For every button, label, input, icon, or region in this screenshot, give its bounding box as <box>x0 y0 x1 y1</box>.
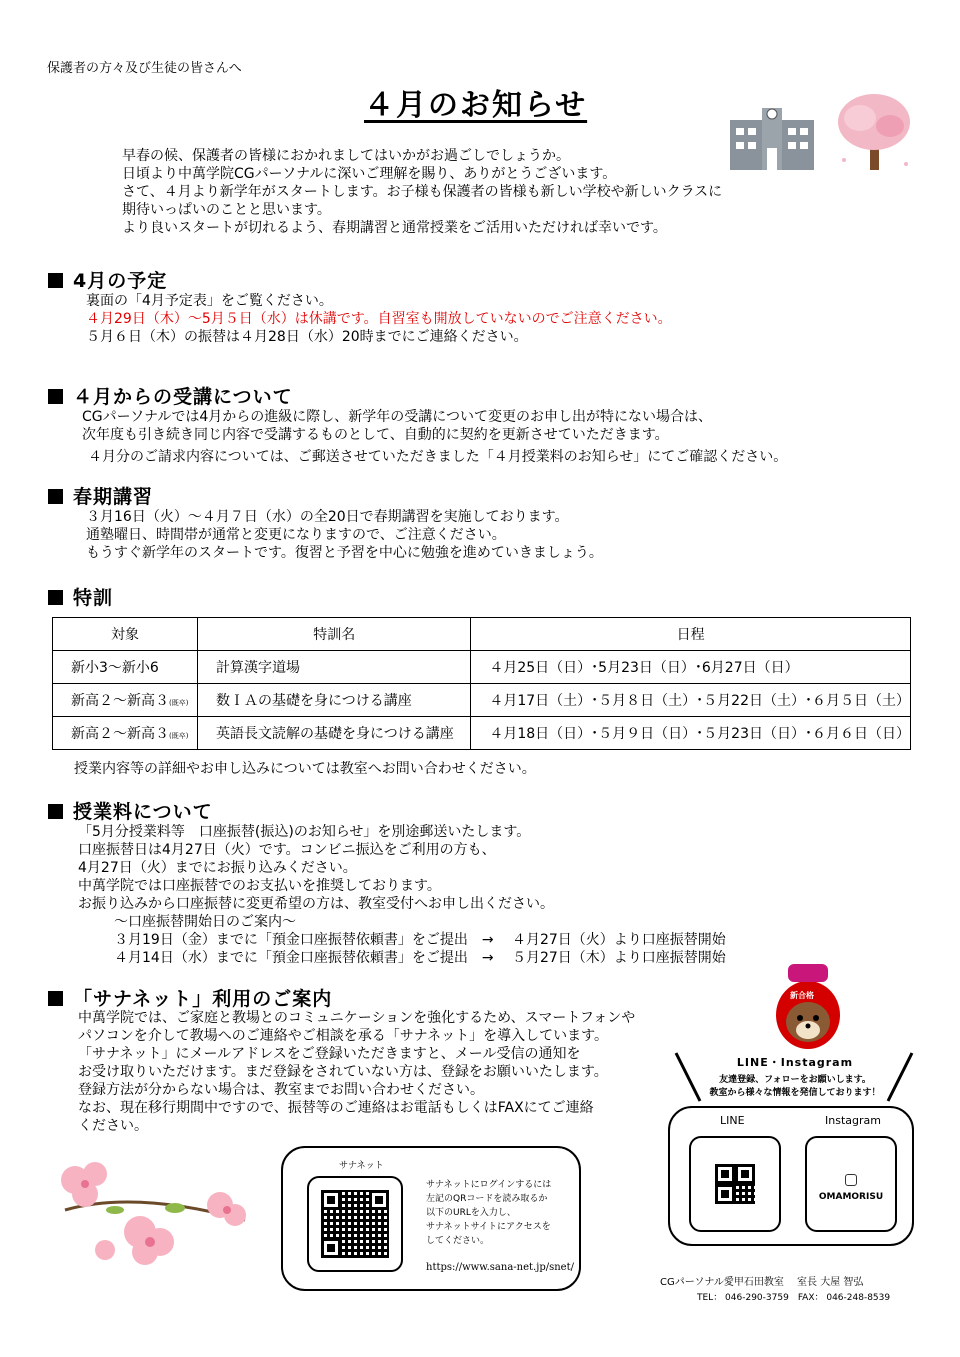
schedule-line: 裏面の「4月予定表」をご覧ください。 <box>86 293 333 309</box>
column-header: 特訓名 <box>198 618 471 651</box>
sananet-line: お受け取りいただけます。まだ登録をされていない方は、登録をお願いいたします。 <box>78 1064 608 1080</box>
section-heading-sananet: 「サナネット」利用のご案内 <box>48 988 332 1010</box>
school-building-illustration <box>726 100 818 172</box>
intro-line: 早春の候、保護者の皆様におかれましてはいかがお過ごしでしょうか。 <box>122 148 570 164</box>
cherry-tree-illustration <box>830 90 920 175</box>
intro-text <box>122 147 722 237</box>
sns-title: LINE・Instagram <box>736 1056 854 1069</box>
section-heading-tokkun: 特訓 <box>48 587 113 609</box>
sananet-url-link[interactable]: https://www.sana-net.jp/snet/ <box>426 1262 574 1273</box>
tuition-text <box>78 823 726 967</box>
intro-line: 期待いっぱいのことと思います。 <box>122 202 331 218</box>
sananet-qr-code <box>321 1190 389 1258</box>
sananet-line: ください。 <box>78 1118 148 1134</box>
sananet-line: なお、現在移行期間中ですので、振替等のご連絡はお電話もしくはFAXにてご連絡 <box>78 1100 594 1116</box>
square-bullet-icon <box>48 590 63 605</box>
tuition-line: 中萬学院では口座振替でのお支払いを推奨しております。 <box>78 878 441 894</box>
square-bullet-icon <box>48 489 63 504</box>
instagram-frame[interactable] <box>805 1136 897 1232</box>
sananet-line: パソコンを介して教場へのご連絡やご相談を承る「サナネット」を導入しています。 <box>78 1028 609 1044</box>
course-name-cell: 計算漢字道場 <box>198 651 471 684</box>
target-cell: 新高２～新高３(既卒) <box>53 684 198 717</box>
sananet-box-text: サナネットにログインするには 左記のQRコードを読み取るか 以下のURLを入力し、 サナネットサイトにアクセスを してください。 <box>426 1180 552 1246</box>
mascot-badge: 新合格 <box>790 991 814 1000</box>
spring-line: もうすぐ新学年のスタートです。復習と予習を中心に勉強を進めていきましょう。 <box>86 545 603 561</box>
sns-caption <box>700 1054 890 1098</box>
enrollment-line: 次年度も引き続き同じ内容で受講するものとして、自動的に契約を更新させていただきます。 <box>82 427 669 443</box>
enrollment-text <box>82 408 787 466</box>
spring-line: ３月16日（火）～４月７日（水）の全20日で春期講習を実施しております。 <box>86 509 569 525</box>
intro-line: より良いスタートが切れるよう、春期講習と通常授業をご活用いただければ幸いです。 <box>122 220 667 236</box>
tuition-line: ４月14日（水）までに「預金口座振替依頼書」をご提出 → ５月27日（木）より口座振替開始 <box>114 950 726 966</box>
tuition-line: ３月19日（金）までに「預金口座振替依頼書」をご提出 → ４月27日（火）より口座振替開始 <box>114 932 726 948</box>
column-header: 日程 <box>471 618 911 651</box>
graduate-note: (既卒) <box>169 732 189 740</box>
tuition-line: お振り込みから口座振替に変更希望の方は、教室受付へお申し出ください。 <box>78 896 554 912</box>
instagram-handle: OMAMORISU <box>818 1192 884 1202</box>
sananet-line: 中萬学院では、ご家庭と教場とのコミュニケーションを強化するため、スマートフォンや <box>78 1010 636 1026</box>
line-qr-frame[interactable] <box>689 1136 781 1232</box>
tuition-line: 4月27日（火）までにお振り込みください。 <box>78 860 357 876</box>
sananet-text <box>78 1009 635 1135</box>
cherry-blossom-illustration <box>45 1150 260 1275</box>
section-heading-tuition: 授業料について <box>48 801 213 823</box>
footer-school: CGパーソナル愛甲石田教室 室長 大屋 智弘 <box>660 1277 864 1288</box>
square-bullet-icon <box>48 389 63 404</box>
section-heading-spring: 春期講習 <box>48 486 153 508</box>
square-bullet-icon <box>48 804 63 819</box>
spring-text <box>86 508 603 562</box>
dates-cell: ４月25日（日）･5月23日（日）･6月27日（日） <box>471 651 911 684</box>
dates-cell: ４月18日（日）･５月９日（日）･５月23日（日）･６月６日（日） <box>471 717 911 750</box>
section-heading-enrollment: ４月からの受講について <box>48 386 293 408</box>
sananet-qr-frame[interactable] <box>307 1176 403 1272</box>
target-cell: 新小3～新小6 <box>53 651 198 684</box>
mascot-illustration <box>772 960 844 1050</box>
line-qr-code <box>715 1164 755 1204</box>
instagram-label: Instagram <box>825 1114 881 1127</box>
tokkun-footnote: 授業内容等の詳細やお申し込みについては教室へお問い合わせください。 <box>74 761 536 777</box>
column-header: 対象 <box>53 618 198 651</box>
target-cell: 新高２～新高３(既卒) <box>53 717 198 750</box>
table-row <box>53 684 911 717</box>
page-title: ４月のお知らせ <box>364 88 588 123</box>
course-name-cell: 英語長文読解の基礎を身につける講座 <box>198 717 471 750</box>
tokkun-table <box>52 617 911 750</box>
enrollment-line: ４月分のご請求内容については、ご郵送させていただきました「４月授業料のお知らせ」にてご確認ください。 <box>88 449 788 465</box>
sananet-box-label: サナネット <box>339 1161 384 1171</box>
square-bullet-icon <box>48 273 63 288</box>
tuition-line: ～口座振替開始日のご案内～ <box>114 914 296 930</box>
sananet-line: 「サナネット」にメールアドレスをご登録いただきますと、メール受信の通知を <box>78 1046 581 1062</box>
spring-line: 通塾曜日、時間帯が通常と変更になりますので、ご注意ください。 <box>86 527 506 543</box>
schedule-text <box>86 292 672 346</box>
sananet-box <box>281 1146 581 1291</box>
section-heading-schedule: 4月の予定 <box>48 270 167 292</box>
table-header-row <box>53 618 911 651</box>
instagram-icon <box>845 1174 857 1186</box>
sananet-line: 登録方法が分からない場合は、教室までお問い合わせください。 <box>78 1082 484 1098</box>
tuition-line: 「5月分授業料等 口座振替(振込)のお知らせ」を別途郵送いたします。 <box>78 824 531 840</box>
sns-subtitle: 友達登録、フォローをお願いします。 <box>719 1075 871 1085</box>
course-name-cell: 数ＩＡの基礎を身につける講座 <box>198 684 471 717</box>
tuition-line: 口座振替日は4月27日（火）です。コンビニ振込をご利用の方も、 <box>78 842 496 858</box>
dates-cell: ４月17日（土）･５月８日（土）･５月22日（土）･６月５日（土） <box>471 684 911 717</box>
graduate-note: (既卒) <box>169 699 189 707</box>
intro-line: さて、４月より新学年がスタートします。お子様も保護者の皆様も新しい学校や新しいクラスに <box>122 184 723 200</box>
addressee: 保護者の方々及び生徒の皆さんへ <box>47 61 242 76</box>
footer-contact: TEL： 046-290-3759 FAX： 046-248-8539 <box>697 1293 891 1303</box>
schedule-line: ５月６日（木）の振替は４月28日（水）20時までにご連絡ください。 <box>86 329 528 345</box>
table-row <box>53 651 911 684</box>
line-label: LINE <box>720 1114 745 1127</box>
square-bullet-icon <box>48 991 63 1006</box>
sns-box <box>668 1106 914 1246</box>
closure-warning: ４月29日（木）～5月５日（水）は休講です。自習室も開放していないのでご注意ください。 <box>86 311 672 327</box>
sns-subtitle: 教室から様々な情報を発信しております！ <box>709 1088 881 1098</box>
table-row <box>53 717 911 750</box>
enrollment-line: CGパーソナルでは4月からの進級に際し、新学年の受講について変更のお申し出が特にない場合は、 <box>82 409 712 425</box>
intro-line: 日頃より中萬学院CGパーソナルに深いご理解を賜り、ありがとうございます。 <box>122 166 617 182</box>
